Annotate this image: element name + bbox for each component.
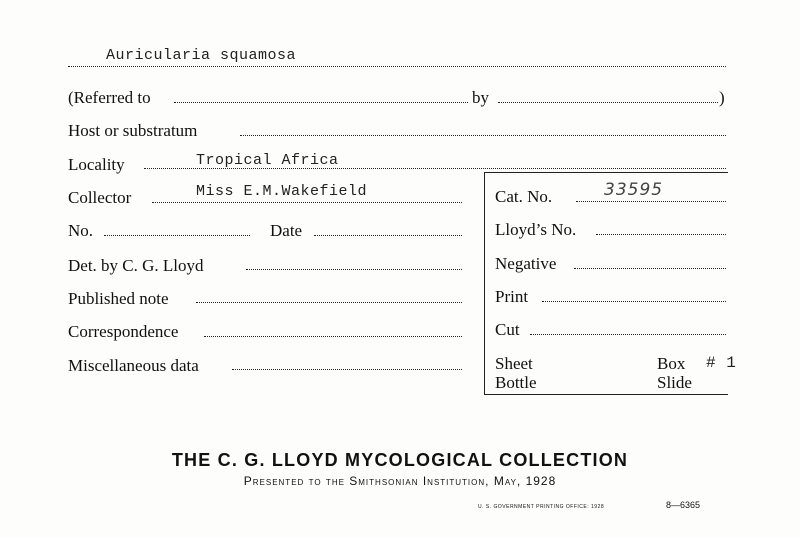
cat-no-line — [576, 201, 726, 202]
published-label: Published note — [68, 289, 169, 308]
correspondence-line — [204, 336, 462, 337]
species-name: Auricularia squamosa — [106, 47, 297, 64]
referred-to-line — [174, 102, 468, 103]
locality-label: Locality — [68, 155, 125, 174]
close-paren: ) — [719, 88, 725, 107]
locality-value: Tropical Africa — [196, 152, 339, 169]
by-line — [498, 102, 718, 103]
slide-label: Slide — [657, 373, 692, 392]
box-label: Box — [657, 354, 686, 373]
correspondence-label: Correspondence — [68, 322, 179, 341]
collection-title: THE C. G. LLOYD MYCOLOGICAL COLLECTION — [171, 450, 629, 470]
date-label: Date — [270, 221, 303, 240]
collection-subtitle: Presented to the Smithsonian Institution, May, 1928 — [243, 474, 557, 488]
no-line — [104, 235, 250, 236]
box-value: # 1 — [706, 354, 737, 372]
date-line — [314, 235, 462, 236]
lloyds-no-label: Lloyd’s No. — [495, 220, 577, 239]
negative-line — [574, 268, 726, 269]
negative-label: Negative — [495, 254, 557, 273]
referred-to-label: (Referred to — [68, 88, 151, 107]
cut-line — [530, 334, 726, 335]
no-label: No. — [68, 221, 94, 240]
collector-value: Miss E.M.Wakefield — [196, 183, 368, 200]
lloyds-no-line — [596, 234, 726, 235]
misc-label: Miscellaneous data — [68, 356, 199, 375]
print-label: Print — [495, 287, 529, 306]
misc-line — [232, 369, 462, 370]
cat-no-value: 33595 — [604, 180, 664, 200]
cut-label: Cut — [495, 320, 520, 339]
cat-no-label: Cat. No. — [495, 187, 553, 206]
by-label: by — [472, 88, 489, 107]
species-line — [68, 66, 726, 67]
form-number: 8—6365 — [666, 500, 701, 510]
collector-line — [152, 202, 462, 203]
det-line — [246, 269, 462, 270]
published-line — [196, 302, 462, 303]
printing-office-note: U. S. GOVERNMENT PRINTING OFFICE: 1928 — [478, 504, 605, 510]
sheet-label: Sheet — [495, 354, 533, 373]
print-line — [542, 301, 726, 302]
bottle-label: Bottle — [495, 373, 537, 392]
det-label: Det. by C. G. Lloyd — [68, 256, 204, 275]
host-label: Host or substratum — [68, 121, 198, 140]
host-line — [240, 135, 726, 136]
collector-label: Collector — [68, 188, 132, 207]
